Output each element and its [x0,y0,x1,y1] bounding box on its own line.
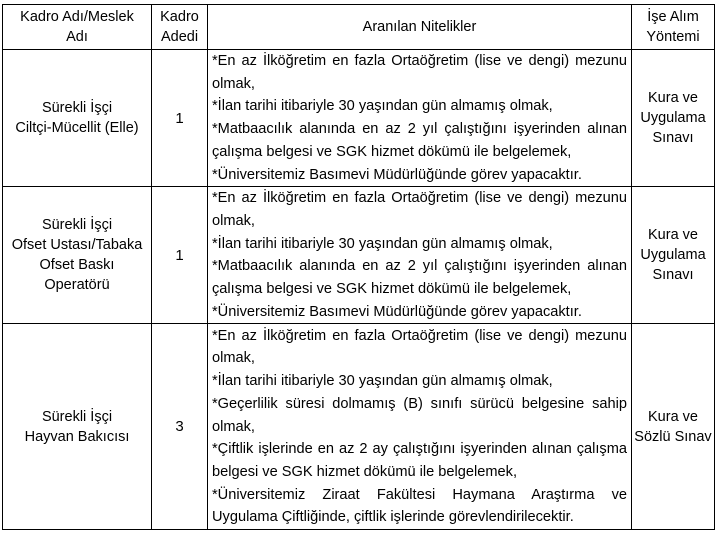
hiring-method-line: Kura ve [648,408,698,425]
header-position-name-line: Adı [66,29,88,45]
requirement-item: *Üniversitemiz Basımevi Müdürlüğünde görev yapacaktır. [212,303,582,320]
hiring-method-line: Sözlü Sınav [634,428,712,445]
position-name-line: Operatörü [44,277,110,294]
requirement-item: *En az İlköğretim en fazla Ortaöğretim (lise ve dengi) mezunu olmak, [212,190,627,229]
position-count-cell: 3 [152,324,208,530]
position-count-cell: 1 [152,187,208,324]
header-count [152,5,208,50]
hiring-method-cell [632,50,715,187]
header-hiring-method-line: Yöntemi [646,29,700,45]
header-requirements: Aranılan Nitelikler [208,5,632,50]
requirement-item: *İlan tarihi itibariyle 30 yaşından gün almamış olmak, [212,373,553,390]
position-name-line: Ofset Ustası/Tabaka [11,237,143,254]
hiring-method-line: Uygulama [640,247,706,264]
position-name-cell [3,187,152,324]
requirements-cell [208,187,632,324]
position-name-line: Hayvan Bakıcısı [24,428,130,445]
header-count-line: Adedi [160,29,199,45]
hiring-method-line: Sınavı [652,130,694,147]
requirements-cell [208,50,632,187]
position-name-line: Ofset Baskı [39,257,115,274]
header-position-name [3,5,152,50]
header-hiring-method-line: İşe Alım [647,9,699,25]
requirement-item: *Matbaacılık alanında en az 2 yıl çalıştığını işyerinden alınan çalışma belgesi ve SGK hizmet dökümü ile belgelemek, [212,121,627,160]
requirements-cell [208,324,632,530]
hiring-method-line: Uygulama [640,110,706,127]
hiring-method-line: Kura ve [648,90,698,107]
table-header-row [3,5,715,50]
table-row [3,50,715,187]
requirement-item: *En az İlköğretim en fazla Ortaöğretim (lise ve dengi) mezunu olmak, [212,327,627,367]
position-name-cell [3,324,152,530]
hiring-method-line: Sınavı [652,267,694,284]
requirement-item: *İlan tarihi itibariyle 30 yaşından gün almamış olmak, [212,235,553,252]
position-name-line: Sürekli İşçi [41,217,113,234]
requirement-item: *Geçerlilik süresi dolmamış (B) sınıfı sürücü belgesine sahip olmak, [212,395,627,435]
hiring-method-line: Kura ve [648,227,698,244]
header-hiring-method [632,5,715,50]
table-row [3,187,715,324]
header-count-line: Kadro [160,9,199,25]
requirement-item: *Çiftlik işlerinde en az 2 ay çalıştığını işyerinden alınan çalışma belgesi ve SGK hizmet dökümü ile belgelemek, [212,441,627,480]
hiring-method-cell [632,324,715,530]
requirement-item: *Üniversitemiz Basımevi Müdürlüğünde görev yapacaktır. [212,166,582,183]
job-positions-table [2,4,715,530]
position-name-line: Sürekli İşçi [41,100,113,117]
requirement-item: *İlan tarihi itibariyle 30 yaşından gün almamış olmak, [212,98,553,115]
position-count-cell: 1 [152,50,208,187]
position-name-line: Sürekli İşçi [41,408,113,425]
header-position-name-line: Kadro Adı/Meslek [20,9,134,25]
table-row [3,324,715,530]
requirement-item: *En az İlköğretim en fazla Ortaöğretim (lise ve dengi) mezunu olmak, [212,53,627,92]
requirement-item: *Üniversitemiz Ziraat Fakültesi Haymana Araştırma ve Uygulama Çiftliğinde, çiftlik işlerinde görevlendirilecektir. [212,486,627,526]
requirement-item: *Matbaacılık alanında en az 2 yıl çalıştığını işyerinden alınan çalışma belgesi ve SGK hizmet dökümü ile belgelemek, [212,258,627,298]
position-name-cell [3,50,152,187]
hiring-method-cell [632,187,715,324]
position-name-line: Ciltçi-Mücellit (Elle) [15,120,139,137]
